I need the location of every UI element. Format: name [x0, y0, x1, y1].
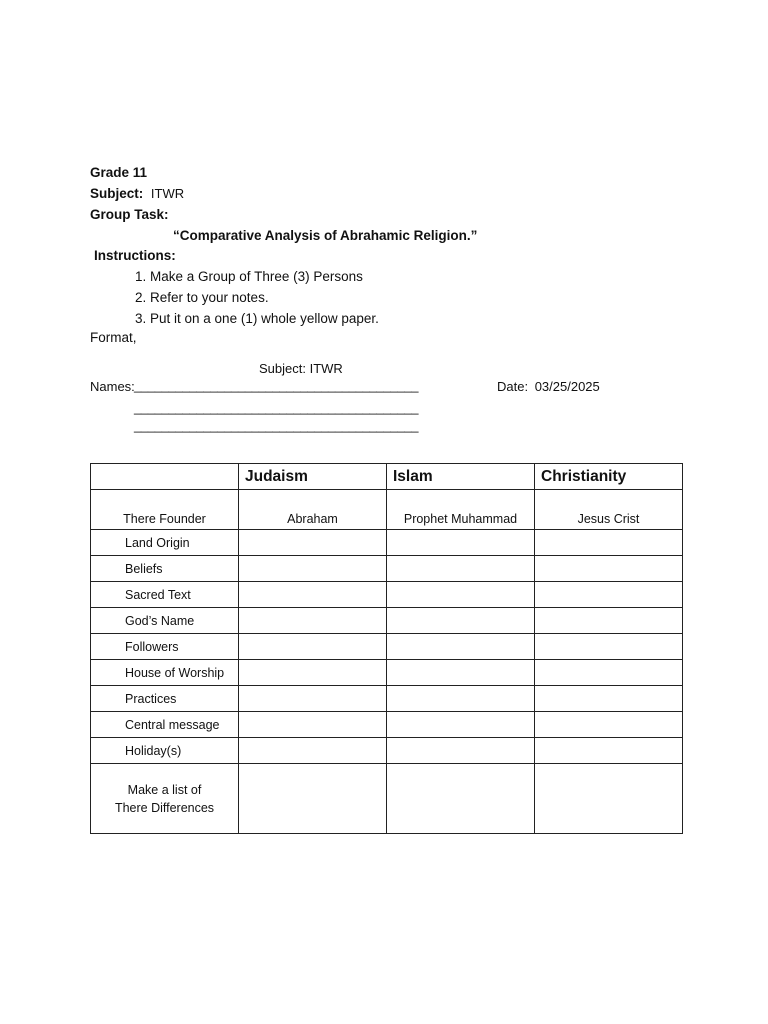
name-line: _________________________________________ — [134, 418, 419, 433]
table-cell[interactable] — [387, 530, 535, 556]
subject-label: Subject: — [90, 186, 144, 201]
table-row — [91, 556, 683, 582]
table-cell[interactable] — [239, 686, 387, 712]
table-cell[interactable] — [387, 582, 535, 608]
date-value: 03/25/2025 — [534, 379, 600, 394]
table-row — [91, 582, 683, 608]
table-row — [91, 660, 683, 686]
subject-value: ITWR — [150, 186, 185, 201]
table-cell[interactable] — [535, 738, 683, 764]
table-row — [91, 530, 683, 556]
table-cell[interactable] — [239, 660, 387, 686]
table-row — [91, 686, 683, 712]
table-cell[interactable] — [387, 608, 535, 634]
row-label: God’s Name — [91, 608, 239, 634]
table-cell[interactable] — [387, 660, 535, 686]
table-cell[interactable] — [535, 556, 683, 582]
table-cell[interactable] — [239, 738, 387, 764]
table-cell[interactable] — [535, 686, 683, 712]
task-title: “Comparative Analysis of Abrahamic Religion.” — [173, 228, 478, 243]
table-cell[interactable] — [239, 582, 387, 608]
founder-judaism: Abraham — [239, 490, 387, 530]
format-subject-line: Subject: ITWR — [259, 361, 343, 376]
row-label: Sacred Text — [91, 582, 239, 608]
table-cell[interactable] — [535, 608, 683, 634]
table-cell[interactable] — [535, 582, 683, 608]
table-cell[interactable] — [239, 634, 387, 660]
table-cell[interactable] — [535, 764, 683, 834]
table-row — [91, 764, 683, 834]
founder-christianity: Jesus Crist — [535, 490, 683, 530]
row-label: Holiday(s) — [91, 738, 239, 764]
table-cell[interactable] — [535, 530, 683, 556]
table-cell[interactable] — [239, 530, 387, 556]
instruction-item: 2. Refer to your notes. — [135, 290, 269, 305]
column-header-christianity: Christianity — [535, 464, 683, 490]
table-cell[interactable] — [387, 738, 535, 764]
table-header-row — [91, 464, 683, 490]
table-cell[interactable] — [387, 634, 535, 660]
diff-label-line: Make a list of — [127, 782, 202, 797]
table-row — [91, 738, 683, 764]
table-row — [91, 608, 683, 634]
column-header-blank — [91, 464, 239, 490]
date-field — [497, 379, 600, 394]
table-cell[interactable] — [239, 556, 387, 582]
founder-islam: Prophet Muhammad — [387, 490, 535, 530]
table-row — [91, 490, 683, 530]
table-cell[interactable] — [239, 764, 387, 834]
instruction-item: 1. Make a Group of Three (3) Persons — [135, 269, 363, 284]
row-label: Land Origin — [91, 530, 239, 556]
row-label: Practices — [91, 686, 239, 712]
row-label-founder: There Founder — [91, 490, 239, 530]
comparison-table — [90, 463, 683, 834]
format-label: Format, — [90, 330, 137, 345]
row-label: Central message — [91, 712, 239, 738]
table-cell[interactable] — [535, 634, 683, 660]
table-cell[interactable] — [387, 712, 535, 738]
name-line: _________________________________________ — [134, 400, 419, 415]
table-cell[interactable] — [239, 712, 387, 738]
column-header-judaism: Judaism — [239, 464, 387, 490]
row-label-differences — [91, 764, 239, 834]
instruction-item: 3. Put it on a one (1) whole yellow paper. — [135, 311, 379, 326]
diff-label-line: There Differences — [114, 800, 215, 815]
table-row — [91, 634, 683, 660]
column-header-islam: Islam — [387, 464, 535, 490]
name-line: _________________________________________ — [134, 378, 419, 393]
table-row — [91, 712, 683, 738]
grade-label: Grade 11 — [90, 165, 148, 180]
row-label: Beliefs — [91, 556, 239, 582]
date-label: Date: — [497, 379, 529, 394]
names-label: Names: — [90, 379, 135, 394]
table-cell[interactable] — [387, 686, 535, 712]
table-cell[interactable] — [535, 712, 683, 738]
table-cell[interactable] — [387, 556, 535, 582]
instructions-label: Instructions: — [94, 248, 176, 263]
row-label: House of Worship — [91, 660, 239, 686]
subject-line — [90, 186, 184, 201]
row-label: Followers — [91, 634, 239, 660]
table-cell[interactable] — [239, 608, 387, 634]
table-cell[interactable] — [387, 764, 535, 834]
table-cell[interactable] — [535, 660, 683, 686]
group-task-label: Group Task: — [90, 207, 169, 222]
